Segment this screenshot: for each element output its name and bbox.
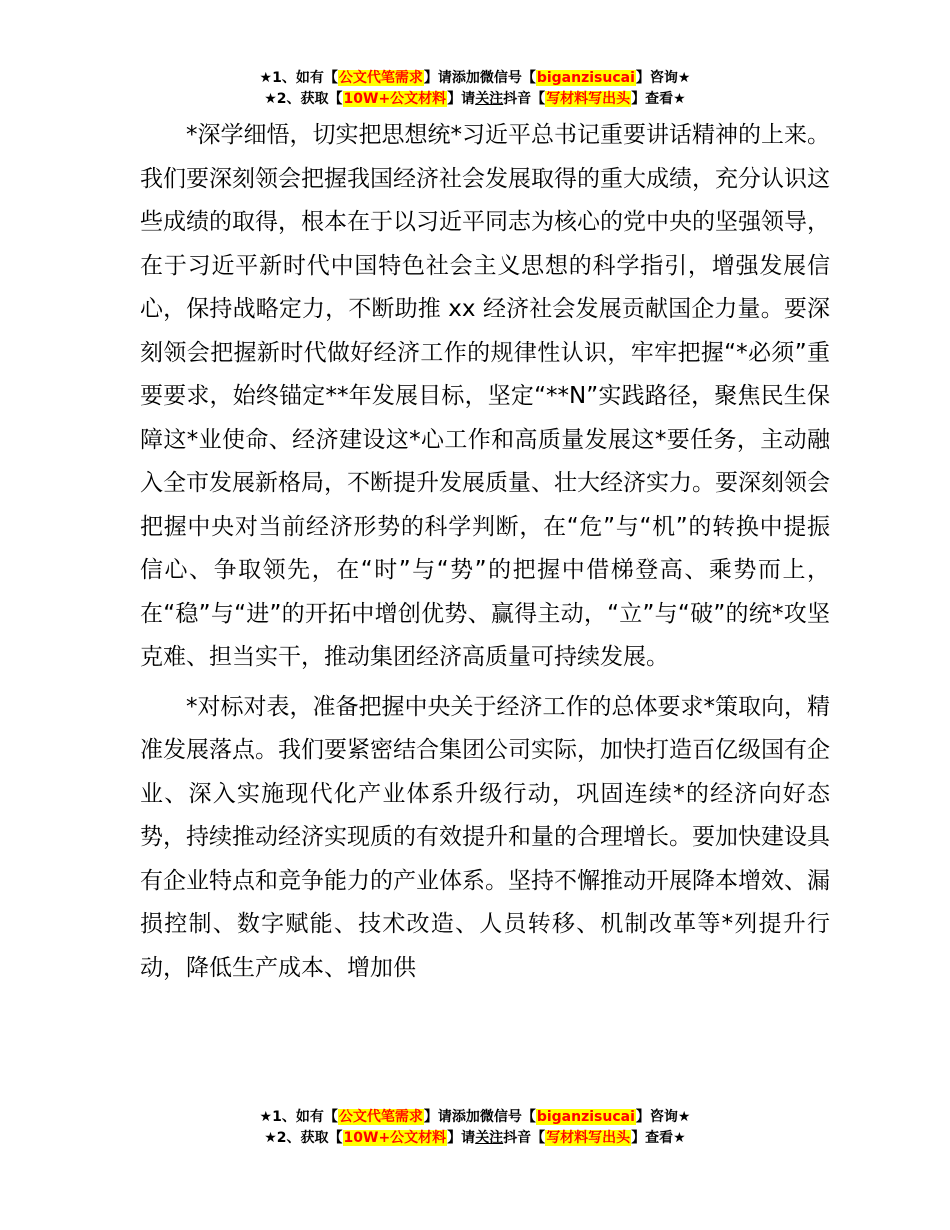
highlight-text: 10W+公文材料 bbox=[343, 91, 447, 107]
banner-text: 】请 bbox=[447, 91, 476, 107]
paragraph: *对标对表，准备把握中央关于经济工作的总体要求*策取向，精准发展落点。我们要紧密结合集团公司实际，加快打造百亿级国有企业、深入实施现代化产业体系升级行动，巩固连续*的经济向好态势，持续推动经济实现质的有效提升和量的合理增长。要加快建设具有企业特点和竞争能力的产业体系。坚持不懈推动开展降本增效、漏损控制、数字赋能、技术改造、人员转移、机制改革等*列提升行动，降低生产成本、增加供 bbox=[140, 693, 830, 981]
banner-text: 】请添加微信号【 bbox=[423, 70, 536, 86]
highlight-text: 写材料写出头 bbox=[546, 91, 631, 107]
paragraph: *深学细悟，切实把思想统*习近平总书记重要讲话精神的上来。我们要深刻领会把握我国经济社会发展取得的重大成绩，充分认识这些成绩的取得，根本在于以习近平同志为核心的党中央的坚强领导，在于习近平新时代中国特色社会主义思想的科学指引，增强发展信心，保持战略定力，不断助推 xx 经济社会发展贡献国企力量。要深刻领会把握新时代做好经济工作的规律性认识，牢牢把握“*必须”重要要求，始终锚定**年发展目标，坚定“**N”实践路径，聚焦民生保障这*业使命、经济建设这*心工作和高质量发展这*要任务，主动融入全市发展新格局，不断提升发展质量、壮大经济实力。要深刻领会把握中央对当前经济形势的科学判断，在“危”与“机”的转换中提振信心、争取领先，在“时”与“势”的把握中借梯登高、乘势而上，在“稳”与“进”的开拓中增创优势、赢得主动，“立”与“破”的统*攻坚克难、担当实干，推动集团经济高质量可持续发展。 bbox=[140, 122, 830, 670]
banner-text: 】咨询★ bbox=[635, 1109, 691, 1125]
highlight-text: 公文代笔需求 bbox=[338, 70, 423, 86]
document-body bbox=[140, 114, 830, 990]
underlined-text: 关注 bbox=[475, 1130, 504, 1146]
banner-text: 抖音【 bbox=[503, 1130, 546, 1146]
banner-line-1 bbox=[0, 68, 950, 89]
underlined-text: 关注 bbox=[475, 91, 504, 107]
banner-text: ★1、如有【 bbox=[259, 70, 338, 86]
highlight-text: 10W+公文材料 bbox=[343, 1130, 447, 1146]
wechat-id-highlight: biganzisucai bbox=[536, 70, 635, 86]
banner-text: 抖音【 bbox=[503, 91, 546, 107]
banner-text: ★2、获取【 bbox=[264, 1130, 343, 1146]
banner-line-1 bbox=[0, 1107, 950, 1128]
banner-text: ★2、获取【 bbox=[264, 91, 343, 107]
banner-line-2 bbox=[0, 1128, 950, 1149]
banner-text: 】查看★ bbox=[631, 1130, 686, 1146]
banner-text: 】咨询★ bbox=[635, 70, 691, 86]
wechat-id-highlight: biganzisucai bbox=[536, 1109, 635, 1125]
banner-text: 】请 bbox=[447, 1130, 476, 1146]
banner-text: ★1、如有【 bbox=[259, 1109, 338, 1125]
banner-text: 】查看★ bbox=[631, 91, 686, 107]
header-banner bbox=[0, 68, 950, 110]
highlight-text: 公文代笔需求 bbox=[338, 1109, 423, 1125]
highlight-text: 写材料写出头 bbox=[546, 1130, 631, 1146]
footer-banner bbox=[0, 1107, 950, 1149]
banner-text: 】请添加微信号【 bbox=[423, 1109, 536, 1125]
banner-line-2 bbox=[0, 89, 950, 110]
